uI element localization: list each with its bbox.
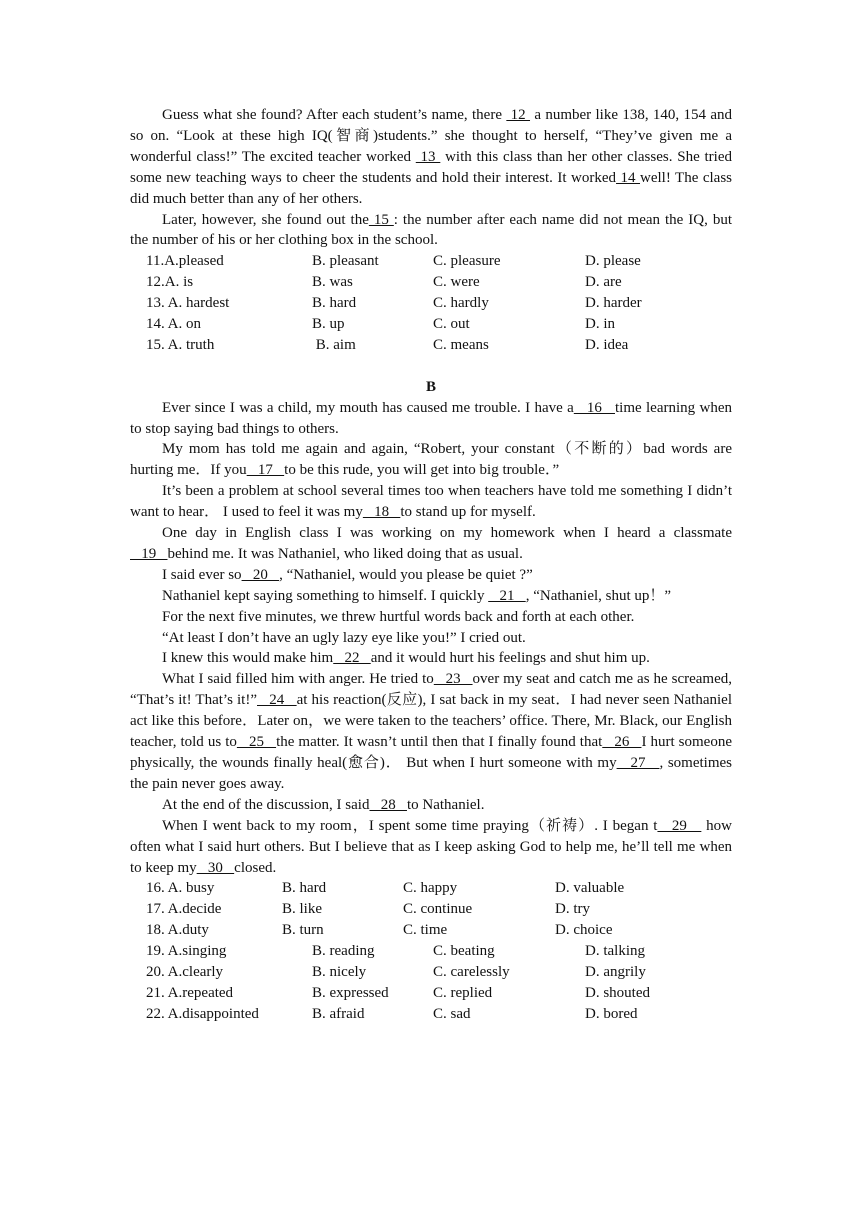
option-choice: D. are bbox=[585, 274, 622, 291]
passage-paragraph bbox=[130, 210, 732, 252]
section-spacer bbox=[130, 356, 732, 377]
passage-paragraph bbox=[130, 439, 732, 481]
option-choice: C. sad bbox=[433, 1005, 471, 1022]
option-choice: 13. A. hardest bbox=[146, 295, 230, 312]
passage-paragraph bbox=[130, 523, 732, 565]
passage-text: Guess what she found? After each student’s name, there bbox=[162, 107, 507, 123]
passage-text: When I went back to my room，I spent some time praying（祈祷）. I began t bbox=[162, 817, 658, 834]
option-choice: C. out bbox=[433, 316, 470, 333]
answer-blank: 28 bbox=[369, 796, 407, 813]
option-row bbox=[130, 878, 732, 899]
option-choice: 11.A.pleased bbox=[146, 253, 224, 270]
passage-paragraph bbox=[130, 816, 732, 879]
option-choice: B. pleasant bbox=[312, 253, 379, 270]
option-choice: C. carelessly bbox=[433, 964, 510, 980]
passage-text: : the number after each name did not mean the IQ, but the number of his or her clothing box in the school. bbox=[130, 211, 732, 249]
passage-paragraph bbox=[130, 398, 732, 440]
option-choice: C. pleasure bbox=[433, 253, 501, 270]
option-choice: B. nicely bbox=[312, 964, 367, 980]
passage-text: , “Nathaniel, would you please be quiet ?” bbox=[279, 566, 533, 583]
answer-blank: 21 bbox=[488, 587, 526, 604]
option-choice: D. harder bbox=[585, 295, 642, 312]
option-choice: 17. A.decide bbox=[146, 901, 222, 918]
option-choice: 21. A.repeated bbox=[146, 984, 234, 1001]
option-choice: C. were bbox=[433, 274, 480, 291]
option-choice: 16. A. busy bbox=[146, 880, 215, 897]
answer-blank: 17 bbox=[246, 462, 285, 479]
passage-text: Ever since I was a child, my mouth has caused me trouble. I have a bbox=[162, 399, 574, 416]
passage-paragraph bbox=[130, 586, 732, 607]
section-b-options bbox=[130, 878, 732, 1024]
passage-text: how often what I said hurt others. But I believe that as I keep asking God to help me, he’ll tell me when to keep my bbox=[130, 817, 733, 876]
option-choice: B. was bbox=[312, 274, 353, 291]
option-choice: 15. A. truth bbox=[146, 336, 215, 353]
option-row bbox=[130, 251, 732, 272]
option-choice: D. valuable bbox=[555, 880, 625, 897]
option-choice: D. idea bbox=[585, 336, 629, 353]
option-choice: B. reading bbox=[312, 943, 375, 960]
option-row bbox=[130, 314, 732, 335]
passage-text: Later, however, she found out the bbox=[162, 211, 369, 228]
passage-text: I said ever so bbox=[162, 566, 242, 583]
passage-text: over my seat and catch me as he screamed, “That’s it! That’s it!” bbox=[130, 671, 732, 709]
option-choice: C. happy bbox=[403, 880, 458, 897]
passage-text: and it would hurt his feelings and shut him up. bbox=[370, 650, 650, 667]
passage-text: a number like 138, 140, 154 and so on. “Look at these high IQ(智商)students.” she thought to herself, “They’ve given me a wonderful class!” The excited teacher worked bbox=[130, 107, 732, 165]
option-choice: B. like bbox=[282, 901, 322, 918]
option-row bbox=[130, 941, 732, 962]
answer-blank: 25 bbox=[236, 734, 277, 751]
passage-paragraph bbox=[130, 481, 732, 523]
answer-blank: 24 bbox=[257, 692, 297, 709]
answer-blank: 27 bbox=[616, 755, 660, 771]
answer-blank: 22 bbox=[333, 650, 371, 667]
option-choice: B. hard bbox=[282, 880, 327, 897]
option-choice: B. up bbox=[312, 316, 345, 333]
passage-paragraph bbox=[130, 648, 732, 669]
passage-text: the matter. It wasn’t until then that I finally found that bbox=[276, 734, 603, 751]
option-choice: D. please bbox=[585, 253, 641, 270]
passage-text: well! The class did much better than any of her others. bbox=[130, 169, 733, 207]
passage-text: Nathaniel kept saying something to himself. I quickly bbox=[162, 587, 489, 604]
answer-blank: 29 bbox=[657, 817, 702, 834]
passage-text: , “Nathaniel, shut up！” bbox=[525, 587, 672, 604]
option-row bbox=[130, 293, 732, 314]
answer-blank: 15 bbox=[368, 211, 394, 228]
option-choice: D. angrily bbox=[585, 964, 646, 980]
passage-text: , sometimes the pain never goes away. bbox=[130, 755, 733, 792]
passage-paragraph bbox=[130, 105, 732, 210]
passage-text: One day in English class I was working on my homework when I heard a classmate bbox=[162, 525, 732, 542]
passage-text: at his reaction(反应), I sat back in my seat．I had never seen Nathaniel act like this before．Later on，we were taken to the teachers’ office. There, Mr. Black, our English teacher, told us to bbox=[130, 692, 732, 751]
passage-text: “At least I don’t have an ugly lazy eye like you!” I cried out. bbox=[162, 629, 526, 646]
passage-paragraph bbox=[130, 628, 732, 649]
option-choice: D. try bbox=[555, 901, 590, 918]
option-row bbox=[130, 899, 732, 920]
document-page bbox=[130, 105, 732, 1025]
option-choice: C. means bbox=[433, 336, 489, 353]
passage-paragraph bbox=[130, 565, 732, 586]
answer-blank: 30 bbox=[196, 859, 235, 876]
option-choice: C. beating bbox=[433, 943, 495, 960]
passage-text: behind me. It was Nathaniel, who liked doing that as usual. bbox=[167, 545, 523, 562]
answer-blank: 14 bbox=[616, 169, 641, 186]
passage-text: What I said filled him with anger. He tried to bbox=[162, 671, 434, 688]
option-choice: C. time bbox=[403, 922, 448, 939]
passage-text: to be this rude, you will get into big trouble．” bbox=[284, 462, 560, 479]
answer-blank: 20 bbox=[241, 566, 280, 583]
passage-text: For the next five minutes, we threw hurtful words back and forth at each other. bbox=[162, 608, 635, 625]
option-row bbox=[130, 962, 732, 983]
option-row bbox=[130, 272, 732, 293]
passage-text: I hurt someone physically, the wounds finally heal(愈合)． But when I hurt someone with my bbox=[130, 734, 732, 771]
option-choice: 18. A.duty bbox=[146, 922, 209, 939]
option-choice: B. hard bbox=[312, 295, 357, 312]
passage-paragraph bbox=[130, 607, 732, 628]
option-choice: D. in bbox=[585, 316, 615, 333]
option-choice: 20. A.clearly bbox=[146, 964, 224, 980]
option-choice: 14. A. on bbox=[146, 316, 202, 333]
option-choice: B. aim bbox=[312, 336, 356, 353]
answer-blank: 12 bbox=[506, 107, 531, 123]
option-choice: D. bored bbox=[585, 1005, 638, 1022]
passage-text: to Nathaniel. bbox=[406, 796, 485, 813]
option-row bbox=[130, 920, 732, 941]
option-row bbox=[130, 1004, 732, 1025]
option-choice: 12.A. is bbox=[146, 274, 194, 291]
option-choice: D. shouted bbox=[585, 984, 650, 1001]
option-choice: C. continue bbox=[403, 901, 473, 918]
passage-text: At the end of the discussion, I said bbox=[162, 796, 370, 813]
passage-text: with this class than her other classes. She tried some new teaching ways to cheer the students and hold their interest. It worked bbox=[130, 148, 733, 186]
option-choice: 22. A.disappointed bbox=[146, 1005, 259, 1022]
answer-blank: 16 bbox=[573, 399, 615, 416]
passage-text: My mom has told me again and again, “Robert, your constant（不断的）bad words are hurting me．If you bbox=[130, 441, 732, 479]
answer-blank: 19 bbox=[130, 545, 168, 562]
answer-blank: 26 bbox=[602, 734, 642, 751]
option-choice: 19. A.singing bbox=[146, 943, 227, 960]
passage-text: time learning when to stop saying bad things to others. bbox=[130, 399, 733, 437]
option-choice: B. afraid bbox=[312, 1005, 365, 1022]
option-choice: B. turn bbox=[282, 922, 324, 939]
option-choice: D. choice bbox=[555, 922, 613, 939]
section-b-heading: B bbox=[425, 378, 436, 395]
section-a-options bbox=[130, 251, 732, 355]
option-row bbox=[130, 983, 732, 1004]
section-b-passage bbox=[130, 398, 732, 879]
answer-blank: 13 bbox=[415, 148, 441, 165]
option-row bbox=[130, 335, 732, 356]
option-choice: B. expressed bbox=[312, 984, 389, 1001]
passage-paragraph bbox=[130, 669, 732, 794]
passage-text: It’s been a problem at school several times too when teachers have told me something I didn’t want to hear． I used to feel it was my bbox=[130, 483, 732, 521]
option-choice: D. talking bbox=[585, 943, 645, 960]
section-a-passage bbox=[130, 105, 732, 251]
passage-text: to stand up for myself. bbox=[400, 504, 536, 521]
passage-text: closed. bbox=[234, 859, 277, 876]
passage-paragraph bbox=[130, 795, 732, 816]
option-choice: C. replied bbox=[433, 984, 493, 1001]
passage-text: I knew this would make him bbox=[162, 650, 334, 667]
option-choice: C. hardly bbox=[433, 295, 489, 312]
answer-blank: 18 bbox=[362, 504, 401, 521]
answer-blank: 23 bbox=[433, 671, 473, 688]
